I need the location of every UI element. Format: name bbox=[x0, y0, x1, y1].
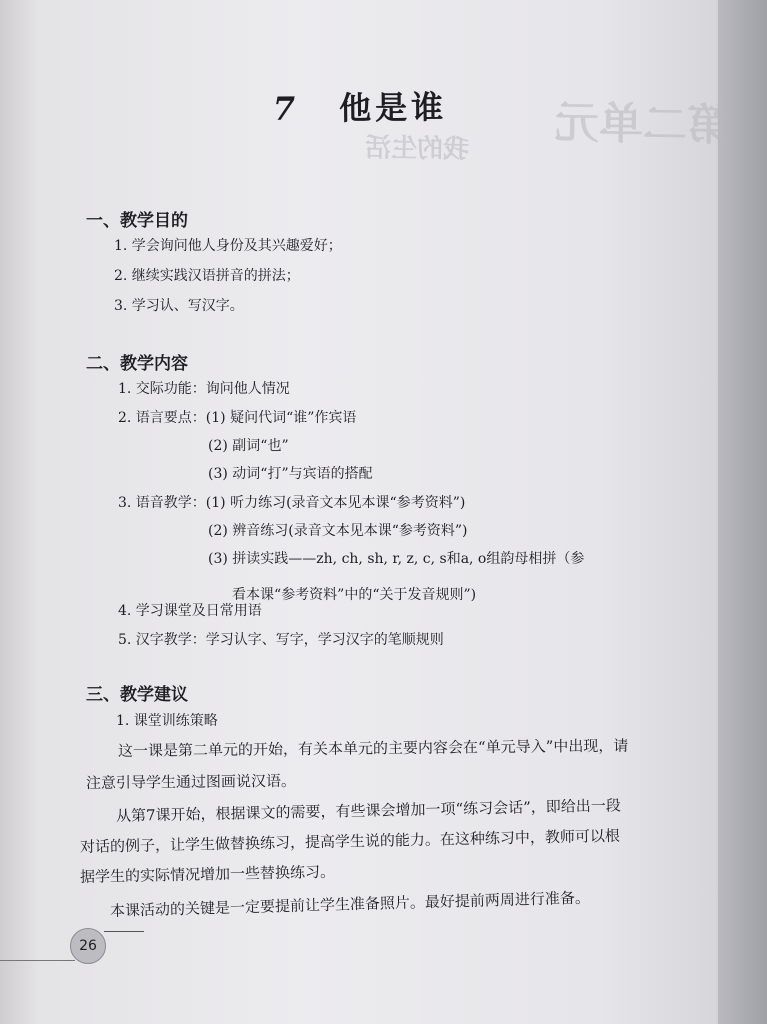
section-heading-objectives: 一、教学目的 bbox=[86, 211, 188, 231]
bleed-through-subheading: 我的生活 bbox=[364, 133, 470, 165]
paragraph-line: 据学生的实际情况增加一些替换练习。 bbox=[79, 862, 336, 886]
section-heading-suggestions: 三、教学建议 bbox=[86, 685, 188, 705]
content-subitem-continuation: 看本课“参考资料”中的“关于发音规则”) bbox=[232, 587, 477, 603]
content-item: 1. 交际功能：询问他人情况 bbox=[118, 381, 290, 397]
content-item: 2. 语言要点：(1) 疑问代词“谁”作宾语 bbox=[118, 410, 357, 426]
content-item: 3. 语音教学：(1) 听力练习(录音文本见本课“参考资料”) bbox=[118, 495, 466, 511]
lesson-title bbox=[0, 79, 720, 133]
footer-rule bbox=[104, 931, 144, 932]
objective-item: 1. 学会询问他人身份及其兴趣爱好； bbox=[114, 238, 342, 254]
content-item: 4. 学习课堂及日常用语 bbox=[118, 603, 262, 619]
content-subitem: (3) 拼读实践——zh, ch, sh, r, z, c, s和a, o组韵母相拼（参 bbox=[208, 551, 585, 567]
lesson-title-text: 他是谁 bbox=[338, 88, 448, 128]
paragraph-line: 注意引导学生通过图画说汉语。 bbox=[85, 771, 297, 792]
paragraph-line: 对话的例子，让学生做替换练习，提高学生说的能力。在这种练习中，教师可以根 bbox=[79, 826, 621, 856]
lesson-number: 7 bbox=[272, 89, 300, 128]
content-item: 5. 汉字教学：学习认字、写字，学习汉字的笔顺规则 bbox=[118, 632, 444, 648]
footer-rule-left bbox=[0, 960, 75, 961]
suggestion-subheading: 1. 课堂训练策略 bbox=[116, 713, 218, 729]
bleed-through-heading: 第二单元 bbox=[554, 97, 732, 152]
content-subitem: (3) 动词“打”与宾语的搭配 bbox=[208, 466, 373, 482]
paragraph-line: 这一课是第二单元的开始，有关本单元的主要内容会在“单元导入”中出现，请 bbox=[117, 736, 629, 760]
paragraph-line: 从第7课开始，根据课文的需要，有些课会增加一项“练习会话”，即给出一段 bbox=[115, 796, 621, 825]
page-number: 26 bbox=[70, 928, 106, 964]
page-edge bbox=[718, 0, 767, 1024]
paragraph-line: 本课活动的关键是一定要提前让学生准备照片。最好提前两周进行准备。 bbox=[109, 888, 591, 920]
objective-item: 3. 学习认、写汉字。 bbox=[114, 298, 244, 314]
section-heading-content: 二、教学内容 bbox=[86, 354, 188, 374]
objective-item: 2. 继续实践汉语拼音的拼法； bbox=[114, 268, 300, 284]
content-subitem: (2) 副词“也” bbox=[208, 438, 289, 454]
content-subitem: (2) 辨音练习(录音文本见本课“参考资料”) bbox=[208, 523, 468, 539]
